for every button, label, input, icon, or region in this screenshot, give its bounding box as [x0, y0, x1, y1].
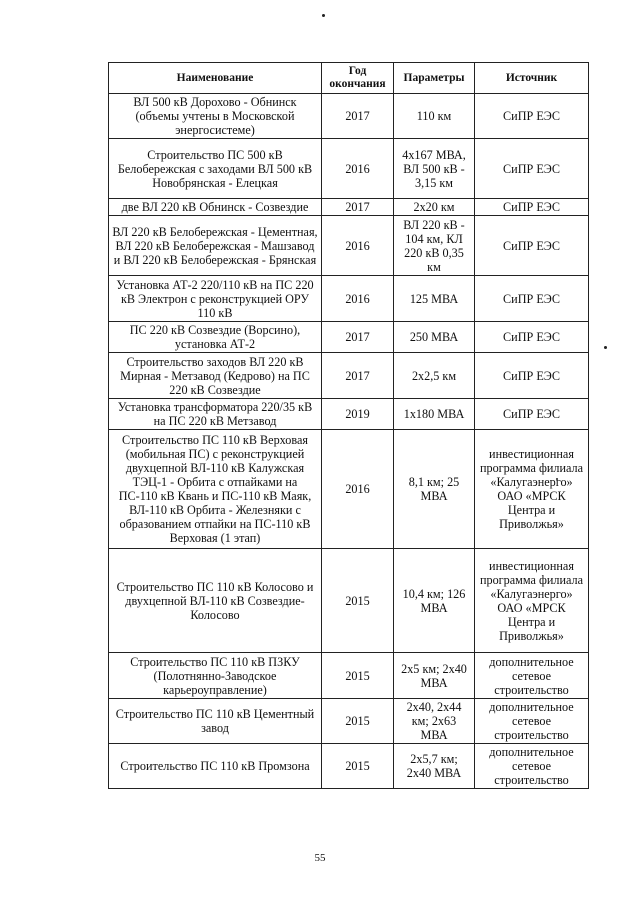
cell-year: 2017	[322, 94, 394, 139]
cell-params: 2х40, 2х44 км; 2х63 МВА	[394, 699, 475, 744]
cell-source: СиПР ЕЭС	[475, 216, 589, 276]
cell-year: 2019	[322, 399, 394, 430]
cell-params: 8,1 км; 25 МВА	[394, 430, 475, 549]
cell-year: 2015	[322, 549, 394, 653]
cell-params: 250 МВА	[394, 322, 475, 353]
cell-year: 2017	[322, 199, 394, 216]
table-row	[109, 216, 589, 276]
cell-params: ВЛ 220 кВ - 104 км, КЛ 220 кВ 0,35 км	[394, 216, 475, 276]
cell-year: 2016	[322, 276, 394, 322]
scan-speck	[322, 14, 325, 17]
cell-year: 2015	[322, 744, 394, 789]
cell-source: СиПР ЕЭС	[475, 322, 589, 353]
cell-name: ПС 220 кВ Созвездие (Ворсино), установка АТ-2	[109, 322, 322, 353]
cell-params: 2х5,7 км; 2х40 МВА	[394, 744, 475, 789]
cell-name: Строительство ПС 110 кВ ПЗКУ (Полотнянно-Заводское карьероуправление)	[109, 653, 322, 699]
cell-name: ВЛ 220 кВ Белобережская - Цементная, ВЛ 220 кВ Белобережская - Машзавод и ВЛ 220 кВ Белобережская - Брянская	[109, 216, 322, 276]
cell-year: 2017	[322, 322, 394, 353]
cell-name: Установка трансформатора 220/35 кВ на ПС 220 кВ Метзавод	[109, 399, 322, 430]
cell-params: 4х167 МВА, ВЛ 500 кВ - 3,15 км	[394, 139, 475, 199]
cell-params: 110 км	[394, 94, 475, 139]
cell-params: 1х180 МВА	[394, 399, 475, 430]
table-row	[109, 139, 589, 199]
cell-params: 2х5 км; 2х40 МВА	[394, 653, 475, 699]
header-year: Год окончания	[322, 63, 394, 94]
cell-source: дополнительное сетевое строительство	[475, 744, 589, 789]
table-row	[109, 549, 589, 653]
cell-name: Строительство заходов ВЛ 220 кВ Мирная - Метзавод (Кедрово) на ПС 220 кВ Созвездие	[109, 353, 322, 399]
projects-table	[108, 62, 589, 789]
cell-params: 2х20 км	[394, 199, 475, 216]
cell-source: СиПР ЕЭС	[475, 94, 589, 139]
cell-year: 2016	[322, 216, 394, 276]
cell-source: дополнительное сетевое строительство	[475, 653, 589, 699]
cell-source: дополнительное сетевое строительство	[475, 699, 589, 744]
cell-name: Строительство ПС 110 кВ Колосово и двухцепной ВЛ-110 кВ Созвездие-Колосово	[109, 549, 322, 653]
cell-params: 125 МВА	[394, 276, 475, 322]
scan-speck	[604, 346, 607, 349]
table-row	[109, 94, 589, 139]
cell-year: 2016	[322, 430, 394, 549]
table-row	[109, 276, 589, 322]
table-row	[109, 744, 589, 789]
cell-name: Установка АТ-2 220/110 кВ на ПС 220 кВ Электрон с реконструкцией ОРУ 110 кВ	[109, 276, 322, 322]
cell-source: инвестиционная программа филиала «Калугаэнерго» ОАО «МРСК Центра и Приволжья»	[475, 549, 589, 653]
table-row	[109, 353, 589, 399]
cell-year: 2017	[322, 353, 394, 399]
cell-params: 2х2,5 км	[394, 353, 475, 399]
cell-year: 2015	[322, 653, 394, 699]
cell-name: Строительство ПС 110 кВ Цементный завод	[109, 699, 322, 744]
cell-name: Строительство ПС 110 кВ Верховая (мобильная ПС) с реконструкцией двухцепной ВЛ-110 кВ Калужская ТЭЦ-1 - Орбита с отпайками на ПС-110 кВ Квань и ПС-110 кВ Маяк, ВЛ-110 кВ Орбита - Железняки с образованием отпайки на ПС-110 кВ Верховая (1 этап)	[109, 430, 322, 549]
header-params: Параметры	[394, 63, 475, 94]
cell-source: СиПР ЕЭС	[475, 399, 589, 430]
cell-source: СиПР ЕЭС	[475, 139, 589, 199]
cell-source: инвестиционная программа филиала «Калугаэнерго» ОАО «МРСК Центра и Приволжья»	[475, 430, 589, 549]
cell-source: СиПР ЕЭС	[475, 199, 589, 216]
table-row	[109, 322, 589, 353]
page-number: 55	[314, 852, 326, 864]
cell-params: 10,4 км; 126 МВА	[394, 549, 475, 653]
header-name: Наименование	[109, 63, 322, 94]
table-row	[109, 199, 589, 216]
cell-name: две ВЛ 220 кВ Обнинск - Созвездие	[109, 199, 322, 216]
table-row	[109, 430, 589, 549]
header-row	[109, 63, 589, 94]
cell-year: 2016	[322, 139, 394, 199]
cell-source: СиПР ЕЭС	[475, 353, 589, 399]
table-row	[109, 653, 589, 699]
cell-name: Строительство ПС 500 кВ Белобережская с заходами ВЛ 500 кВ Новобрянская - Елецкая	[109, 139, 322, 199]
table-row	[109, 699, 589, 744]
table-row	[109, 399, 589, 430]
cell-year: 2015	[322, 699, 394, 744]
cell-source: СиПР ЕЭС	[475, 276, 589, 322]
cell-name: ВЛ 500 кВ Дорохово - Обнинск (объемы учтены в Московской энергосистеме)	[109, 94, 322, 139]
cell-name: Строительство ПС 110 кВ Промзона	[109, 744, 322, 789]
header-source: Источник	[475, 63, 589, 94]
